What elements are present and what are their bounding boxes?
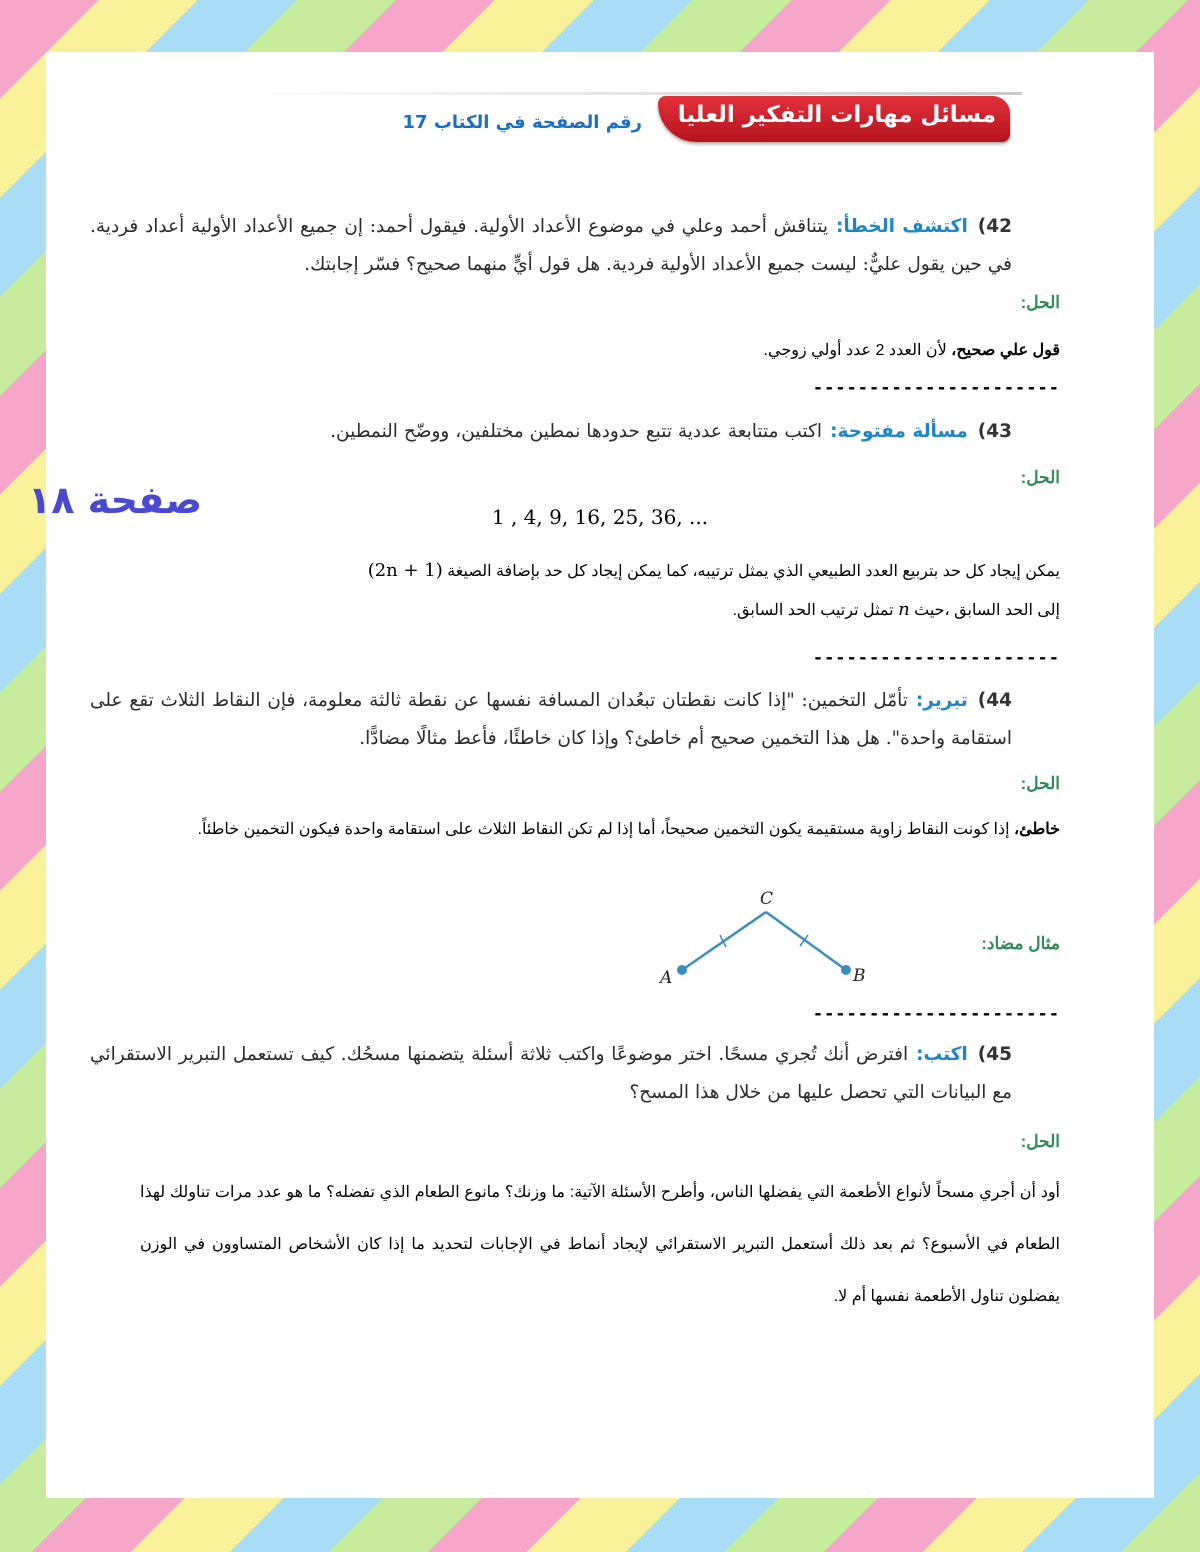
section-header-banner — [658, 96, 1010, 142]
question-label: مسألة مفتوحة: — [830, 421, 968, 442]
question-text: اكتب متتابعة عددية تتبع حدودها نمطين مختلفين، ووضّح النمطين. — [330, 421, 823, 442]
label-b: B — [853, 966, 866, 986]
question-42 — [90, 208, 1012, 284]
question-43 — [90, 413, 1012, 451]
label-c: C — [760, 889, 774, 909]
separator-line: ---------------------- — [812, 378, 1060, 398]
question-number: 43) — [977, 421, 1012, 442]
counterexample-label: مثال مضاد: — [981, 934, 1060, 953]
number-sequence: 1 , 4, 9, 16, 25, 36, ... — [491, 505, 709, 529]
answer-text: يمكن إيجاد كل حد بتربيع العدد الطبيعي الذي يمثل ترتيبه، كما يمكن إيجاد كل حد بإضافة الصيغة — [442, 563, 1060, 580]
book-page-reference: رقم الصفحة في الكتاب 17 — [402, 112, 642, 133]
solution-label: الحل: — [1020, 774, 1060, 793]
answer-text: تمثل ترتيب الحد السابق. — [732, 602, 899, 619]
variable-n: n — [898, 599, 910, 620]
question-label: اكتشف الخطأ: — [836, 216, 968, 237]
counterexample-diagram — [650, 882, 880, 992]
page-number-label: صفحة ١٨ — [28, 478, 203, 522]
question-number: 44) — [977, 690, 1012, 711]
answer-text: لأن العدد 2 عدد أولي زوجي. — [763, 342, 952, 359]
answer-42 — [140, 332, 1060, 370]
answer-text: إذا كونت النقاط زاوية مستقيمة يكون التخمين صحيحاً، أما إذا لم تكن النقاط الثلاث على استقامة واحدة فيكون التخمين خاطئاً. — [197, 821, 1014, 838]
label-a: A — [660, 968, 673, 988]
segment-cb — [766, 912, 846, 970]
segment-ac — [682, 912, 766, 970]
solution-label: الحل: — [1020, 468, 1060, 487]
question-45 — [90, 1036, 1012, 1112]
question-text: يتناقش أحمد وعلي في موضوع الأعداد الأولية. فيقول أحمد: إن جميع الأعداد الأولية أعداد فردية. في حين يقول عليٌّ: ليست جميع الأعداد الأولية فردية. هل قول أيٍّ منهما صحيح؟ فسّر إجابتك. — [90, 216, 1012, 275]
point-b — [841, 965, 851, 975]
solution-label: الحل: — [1020, 1132, 1060, 1151]
question-label: تبرير: — [915, 690, 968, 711]
answer-43 — [140, 552, 1060, 630]
answer-text: إلى الحد السابق ،حيث — [909, 602, 1060, 619]
question-text: تأمّل التخمين: "إذا كانت نقطتان تبعُدان المسافة نفسها عن نقطة ثالثة معلومة، فإن النقاط الثلاث تقع على استقامة واحدة". هل هذا التخمين صحيح أم خاطئ؟ وإذا كان خاطئًا، فأعط مثالًا مضادًّا. — [90, 690, 1012, 749]
question-number: 42) — [977, 216, 1013, 237]
point-a — [677, 965, 687, 975]
header-rule — [232, 92, 1022, 95]
separator-line: ---------------------- — [812, 648, 1060, 668]
solution-label: الحل: — [1020, 293, 1060, 312]
separator-line: ---------------------- — [812, 1004, 1060, 1024]
question-number: 45) — [977, 1044, 1012, 1065]
answer-verdict: قول علي صحيح، — [951, 342, 1060, 359]
formula: (2n + 1) — [367, 560, 443, 581]
answer-45: أود أن أجري مسحاً لأنواع الأطعمة التي يفضلها الناس، وأطرح الأسئلة الآتية: ما وزنك؟ مانوع الطعام الذي تفضله؟ ما هو عدد مرات تناولك لهذا الطعام في الأسبوع؟ ثم بعد ذلك أستعمل التبرير الاستقرائي لإيجاد أنماط في الإجابات لتحديد ما إذا كان الأشخاص المتساوون في الوزن يفضلون تناول الأطعمة نفسها أم لا. — [140, 1184, 1061, 1305]
section-title: مسائل مهارات التفكير العليا — [677, 102, 996, 128]
answer-verdict: خاطئ، — [1014, 821, 1060, 838]
question-text: افترض أنك تُجري مسحًا. اختر موضوعًا واكتب ثلاثة أسئلة يتضمنها مسحُك. كيف تستعمل التبرير الاستقرائي مع البيانات التي تحصل عليها من خلال هذا المسح؟ — [90, 1044, 1012, 1103]
question-label: اكتب: — [916, 1044, 968, 1065]
answer-44 — [140, 811, 1060, 849]
question-44 — [90, 682, 1012, 758]
